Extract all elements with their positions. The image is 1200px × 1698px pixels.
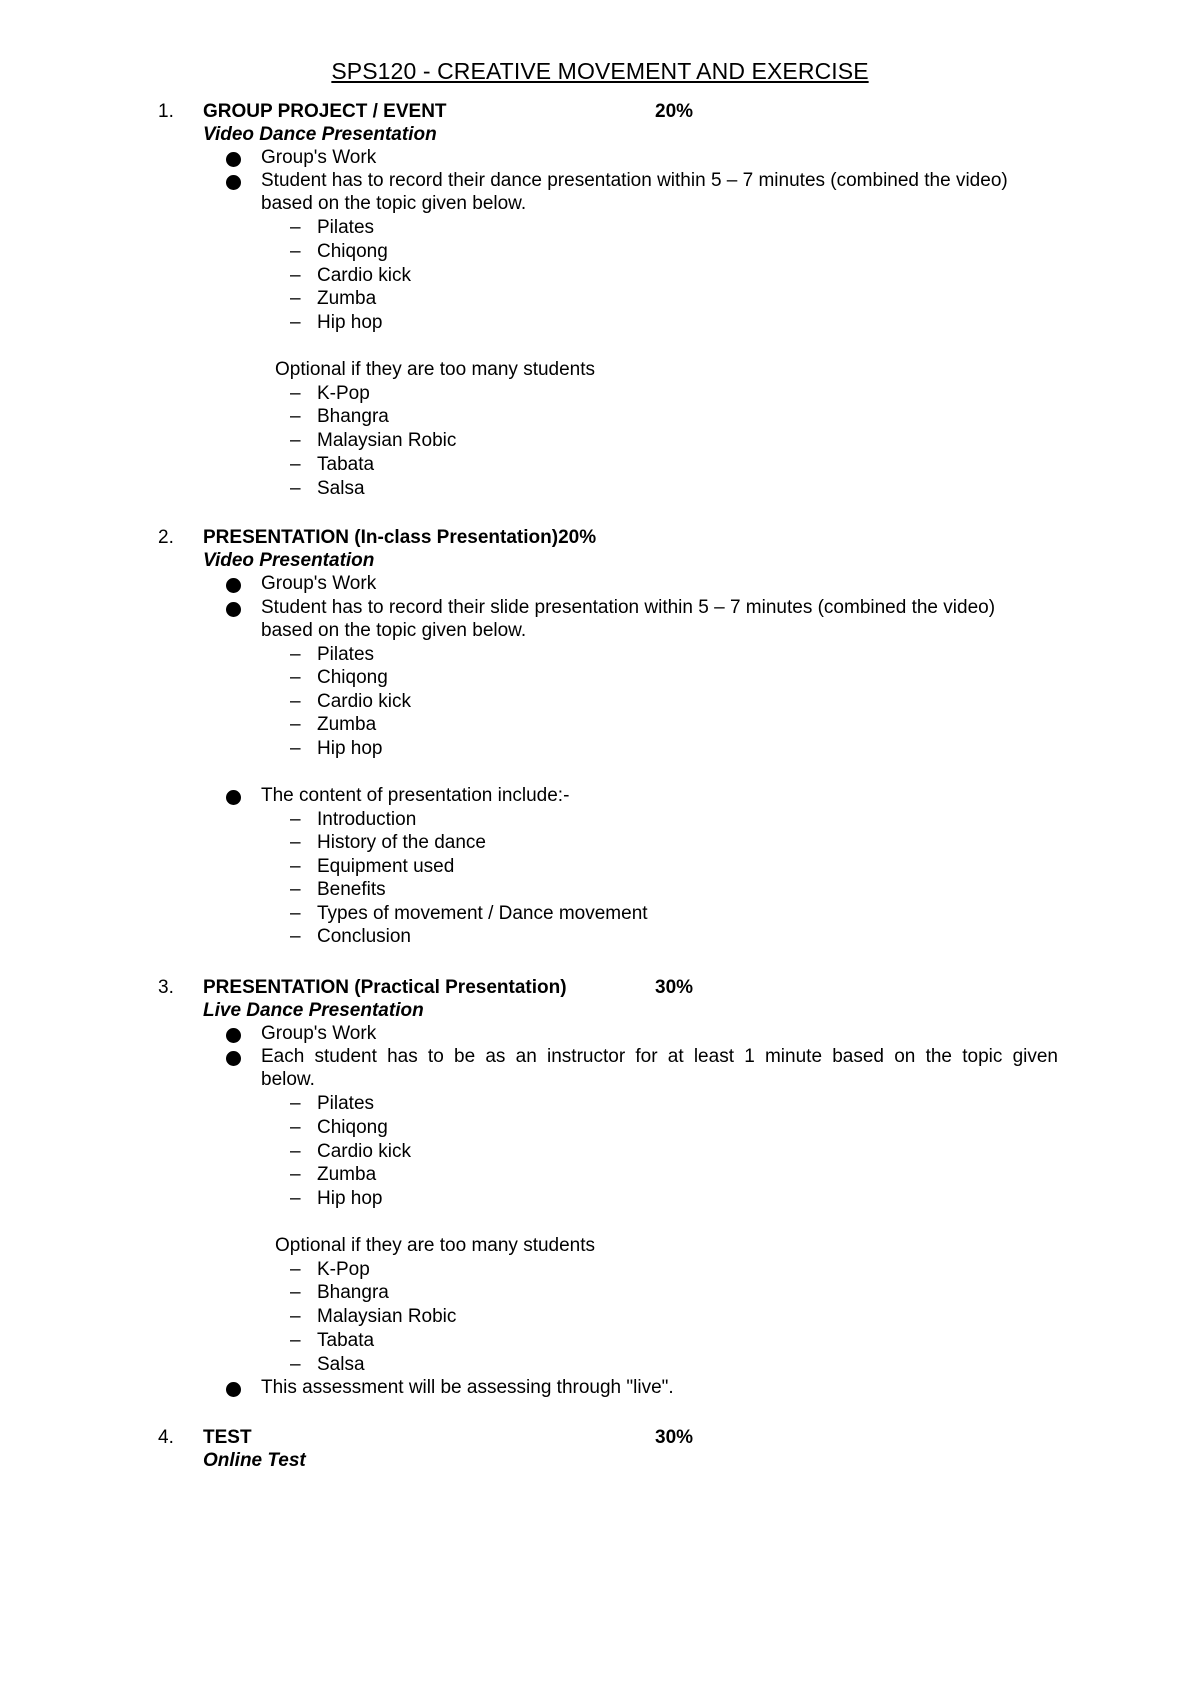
section-3-bullet: Group's Work [261,1023,377,1044]
dash-icon: – [290,1354,301,1375]
section-3-optional-topic: – Tabata [290,1330,375,1351]
dash-icon: – [290,288,301,309]
dash-icon: – [290,430,301,451]
page-title: SPS120 - CREATIVE MOVEMENT AND EXERCISE [331,58,869,84]
section-3-heading: PRESENTATION (Practical Presentation) [203,977,567,998]
section-2-content-item: – Conclusion [290,926,411,947]
section-4-subtitle: Online Test [203,1450,306,1471]
dash-icon: – [290,1164,301,1185]
section-3-bullet-continued: below. [261,1069,315,1090]
section-2-bullet: Group's Work [261,573,377,594]
section-2-content-item: – Benefits [290,879,386,900]
bullet-icon [226,175,241,190]
section-1-bullet: Group's Work [261,147,377,168]
section-4-percent: 30% [655,1427,694,1448]
section-1-optional-topic: – Tabata [290,454,375,475]
section-3-topic: – Cardio kick [290,1141,411,1162]
section-1-bullet-continued: based on the topic given below. [261,193,527,214]
dash-icon: – [290,809,301,830]
dash-icon: – [290,1306,301,1327]
section-1-subtitle: Video Dance Presentation [203,124,437,145]
section-2-content-label: The content of presentation include:- [261,785,570,806]
section-3-topic: – Hip hop [290,1188,383,1209]
dash-icon: – [290,217,301,238]
bullet-icon [226,152,241,167]
section-1-topic: – Pilates [290,217,375,238]
dash-icon: – [290,1282,301,1303]
dash-icon: – [290,406,301,427]
section-1-topic: – Cardio kick [290,265,411,286]
section-3-bullet: Each student has to be as an instructor for at least 1 minute based on the topic given [261,1046,1058,1067]
section-4-number: 4. [158,1427,174,1448]
section-1-bullet: Student has to record their dance presentation within 5 – 7 minutes (combined the video) [261,170,1008,191]
dash-icon: – [290,1330,301,1351]
section-2-subtitle: Video Presentation [203,550,375,571]
section-3-final-bullet: This assessment will be assessing through "live". [261,1377,674,1398]
dash-icon: – [290,1259,301,1280]
dash-icon: – [290,644,301,665]
section-1-optional-topic: – Bhangra [290,406,389,427]
section-2-topic: – Chiqong [290,667,388,688]
section-4-heading: TEST [203,1427,252,1448]
section-3-topic: – Chiqong [290,1117,388,1138]
dash-icon: – [290,1188,301,1209]
section-2-heading: PRESENTATION (In-class Presentation)20% [203,527,597,548]
bullet-icon [226,1382,241,1397]
bullet-icon [226,578,241,593]
section-3-number: 3. [158,977,174,998]
dash-icon: – [290,903,301,924]
section-3-percent: 30% [655,977,694,998]
section-2-topic: – Cardio kick [290,691,411,712]
section-1-topic: – Zumba [290,288,377,309]
section-2-content-item: – Introduction [290,809,417,830]
dash-icon: – [290,1093,301,1114]
dash-icon: – [290,856,301,877]
bullet-icon [226,1028,241,1043]
section-1-topic: – Chiqong [290,241,388,262]
section-1-optional-label: Optional if they are too many students [275,359,596,380]
dash-icon: – [290,832,301,853]
bullet-icon [226,1051,241,1066]
bullet-icon [226,602,241,617]
section-2-content-item: – Types of movement / Dance movement [290,903,648,924]
section-1-optional-topic: – K-Pop [290,383,370,404]
section-2-topic: – Hip hop [290,738,383,759]
dash-icon: – [290,265,301,286]
dash-icon: – [290,1117,301,1138]
section-1-heading: GROUP PROJECT / EVENT [203,101,447,122]
dash-icon: – [290,454,301,475]
section-2-topic: – Pilates [290,644,375,665]
dash-icon: – [290,691,301,712]
section-3-optional-topic: – Bhangra [290,1282,389,1303]
section-2-topic: – Zumba [290,714,377,735]
dash-icon: – [290,1141,301,1162]
section-1-number: 1. [158,101,174,122]
dash-icon: – [290,738,301,759]
section-1-topic: – Hip hop [290,312,383,333]
section-3-optional-topic: – K-Pop [290,1259,370,1280]
section-2-bullet-continued: based on the topic given below. [261,620,527,641]
section-2-content-item: – History of the dance [290,832,486,853]
dash-icon: – [290,879,301,900]
section-3-optional-topic: – Malaysian Robic [290,1306,457,1327]
dash-icon: – [290,241,301,262]
section-1-optional-topic: – Salsa [290,478,365,499]
section-3-optional-topic: – Salsa [290,1354,365,1375]
dash-icon: – [290,714,301,735]
section-3-subtitle: Live Dance Presentation [203,1000,424,1021]
dash-icon: – [290,383,301,404]
section-2-content-item: – Equipment used [290,856,455,877]
section-2-number: 2. [158,527,174,548]
section-3-topic: – Pilates [290,1093,375,1114]
bullet-icon [226,790,241,805]
section-3-topic: – Zumba [290,1164,377,1185]
dash-icon: – [290,478,301,499]
dash-icon: – [290,312,301,333]
section-3-optional-label: Optional if they are too many students [275,1235,596,1256]
dash-icon: – [290,926,301,947]
dash-icon: – [290,667,301,688]
section-1-optional-topic: – Malaysian Robic [290,430,457,451]
section-2-bullet: Student has to record their slide presentation within 5 – 7 minutes (combined the video) [261,597,996,618]
section-1-percent: 20% [655,101,694,122]
